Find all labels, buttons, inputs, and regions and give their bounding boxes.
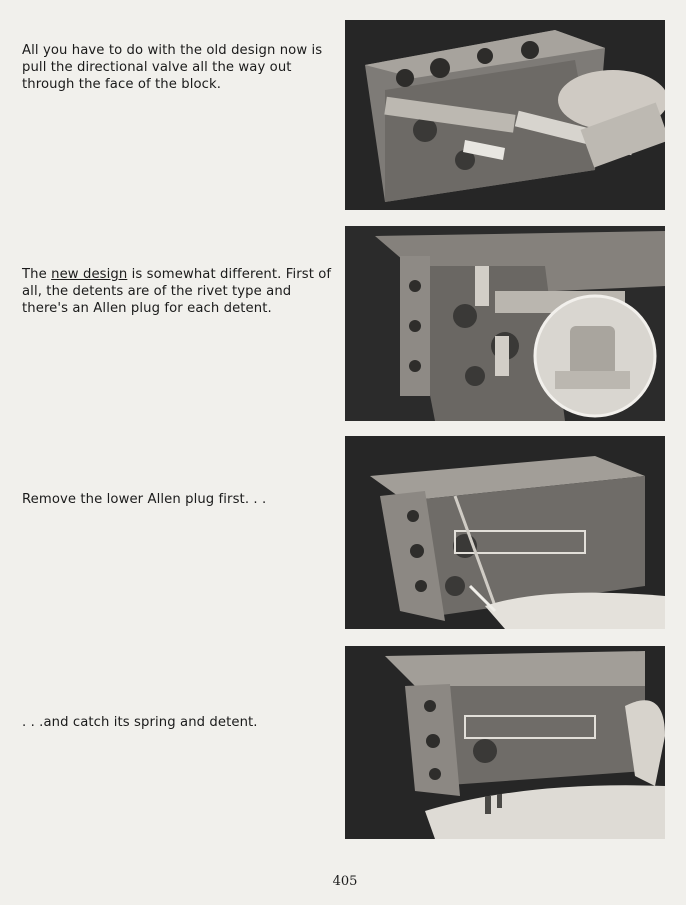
caption-pull-valve <box>22 42 334 93</box>
caption-remove-plug <box>22 491 334 508</box>
caption-text: All you have to do with the old design now is pull the directional valve all the way out through the face of the block. <box>22 43 323 92</box>
caption-text-prefix: The <box>22 267 52 282</box>
photo-pulling-directional-valve <box>345 20 665 210</box>
caption-text: . . .and catch its spring and detent. <box>22 715 258 730</box>
caption-underlined-phrase: new design <box>51 267 128 282</box>
caption-text: Remove the lower Allen plug first. . . <box>22 492 267 507</box>
caption-text-rest: is somewhat different. First of all, the detents are of the rivet type and there's an Allen plug for each detent. <box>22 267 332 316</box>
bleed-through-text <box>380 6 680 19</box>
caption-catch-spring <box>22 714 334 731</box>
page-number: 405 <box>332 874 358 889</box>
photo-new-design-rivet-detents <box>345 226 665 421</box>
caption-new-design <box>22 266 334 317</box>
photo-catching-spring-and-detent <box>345 646 665 839</box>
photo-removing-lower-allen-plug <box>345 436 665 629</box>
